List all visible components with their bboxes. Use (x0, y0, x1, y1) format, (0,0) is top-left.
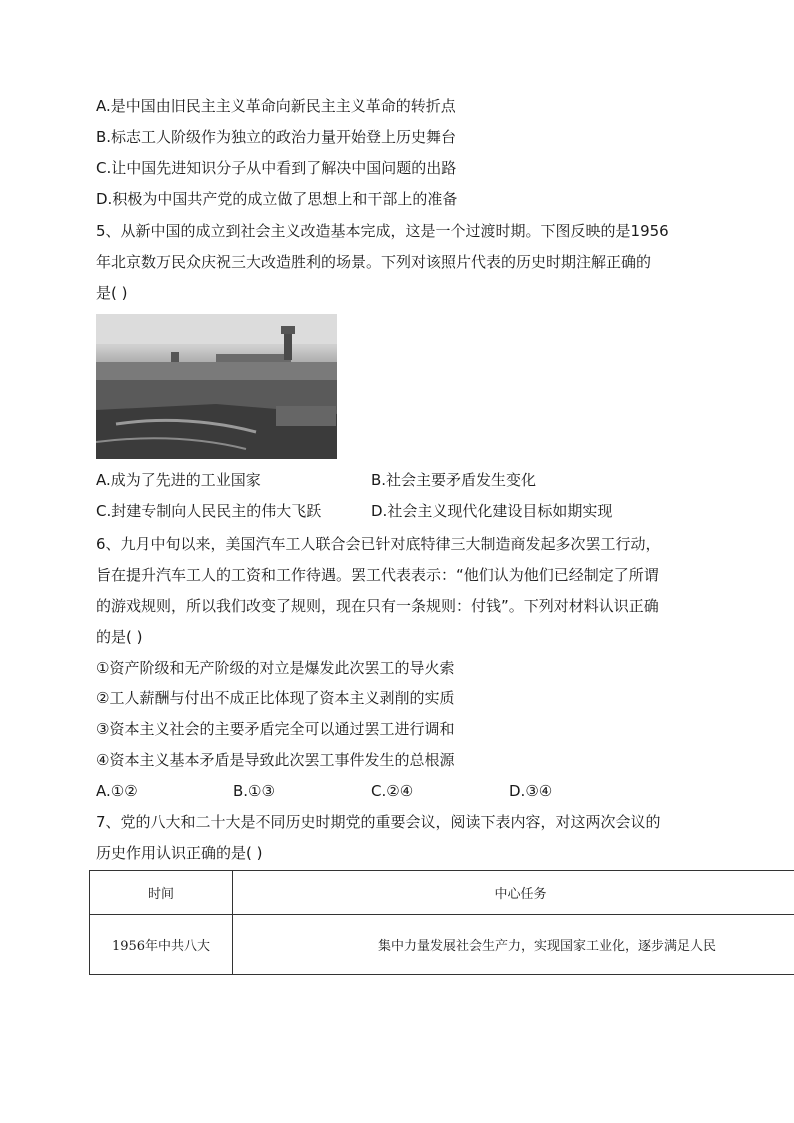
q6-option-a: A.①② (96, 782, 138, 800)
table-header-row (90, 871, 794, 915)
q6-stem-line-1: 6、九月中旬以来，美国汽车工人联合会已针对底特律三大制造商发起多次罢工行动， (96, 535, 661, 553)
q4-option-d: D.积极为中国共产党的成立做了思想上和干部上的准备 (96, 190, 458, 208)
q6-stem-line-3: 的游戏规则，所以我们改变了规则，现在只有一条规则：付钱”。下列对材料认识正确 (96, 597, 659, 615)
q7-stem-line-1: 7、党的八大和二十大是不同历史时期党的重要会议，阅读下表内容，对这两次会议的 (96, 813, 661, 831)
q6-option-b: B.①③ (233, 782, 275, 800)
q4-option-c: C.让中国先进知识分子从中看到了解决中国问题的出路 (96, 159, 457, 177)
q6-statement-1: ①资产阶级和无产阶级的对立是爆发此次罢工的导火索 (96, 659, 455, 677)
q4-option-a: A.是中国由旧民主主义革命向新民主主义革命的转折点 (96, 97, 456, 115)
q5-option-d: D.社会主义现代化建设目标如期实现 (371, 502, 613, 520)
q6-stem-line-4: 的是( ) (96, 628, 143, 646)
q7-stem-line-2: 历史作用认识正确的是( ) (96, 844, 263, 862)
celebration-photo (96, 314, 337, 459)
q7-table (89, 870, 794, 975)
q6-statement-4: ④资本主义基本矛盾是导致此次罢工事件发生的总根源 (96, 751, 455, 769)
q6-statement-2: ②工人薪酬与付出不成正比体现了资本主义剥削的实质 (96, 689, 455, 707)
q5-stem-line-1: 5、从新中国的成立到社会主义改造基本完成，这是一个过渡时期。下图反映的是1956 (96, 222, 669, 240)
row-central-task: 集中力量发展社会生产力，实现国家工业化，逐步满足人民 (233, 915, 794, 975)
q6-stem-line-2: 旨在提升汽车工人的工资和工作待遇。罢工代表表示：“他们认为他们已经制定了所谓 (96, 566, 659, 584)
q5-option-c: C.封建专制向人民民主的伟大飞跃 (96, 502, 322, 520)
q5-option-a: A.成为了先进的工业国家 (96, 471, 261, 489)
q5-stem-line-2: 年北京数万民众庆祝三大改造胜利的场景。下列对该照片代表的历史时期注解正确的 (96, 253, 652, 271)
row-time: 1956年中共八大 (90, 915, 233, 975)
header-time: 时间 (90, 871, 233, 915)
q6-option-d: D.③④ (509, 782, 553, 800)
q4-option-b: B.标志工人阶级作为独立的政治力量开始登上历史舞台 (96, 128, 457, 146)
q6-statement-3: ③资本主义社会的主要矛盾完全可以通过罢工进行调和 (96, 720, 455, 738)
header-central-task: 中心任务 (233, 871, 794, 915)
table-row (90, 915, 794, 975)
q5-option-b: B.社会主要矛盾发生变化 (371, 471, 537, 489)
q5-stem-line-3: 是( ) (96, 284, 128, 302)
q6-option-c: C.②④ (371, 782, 414, 800)
